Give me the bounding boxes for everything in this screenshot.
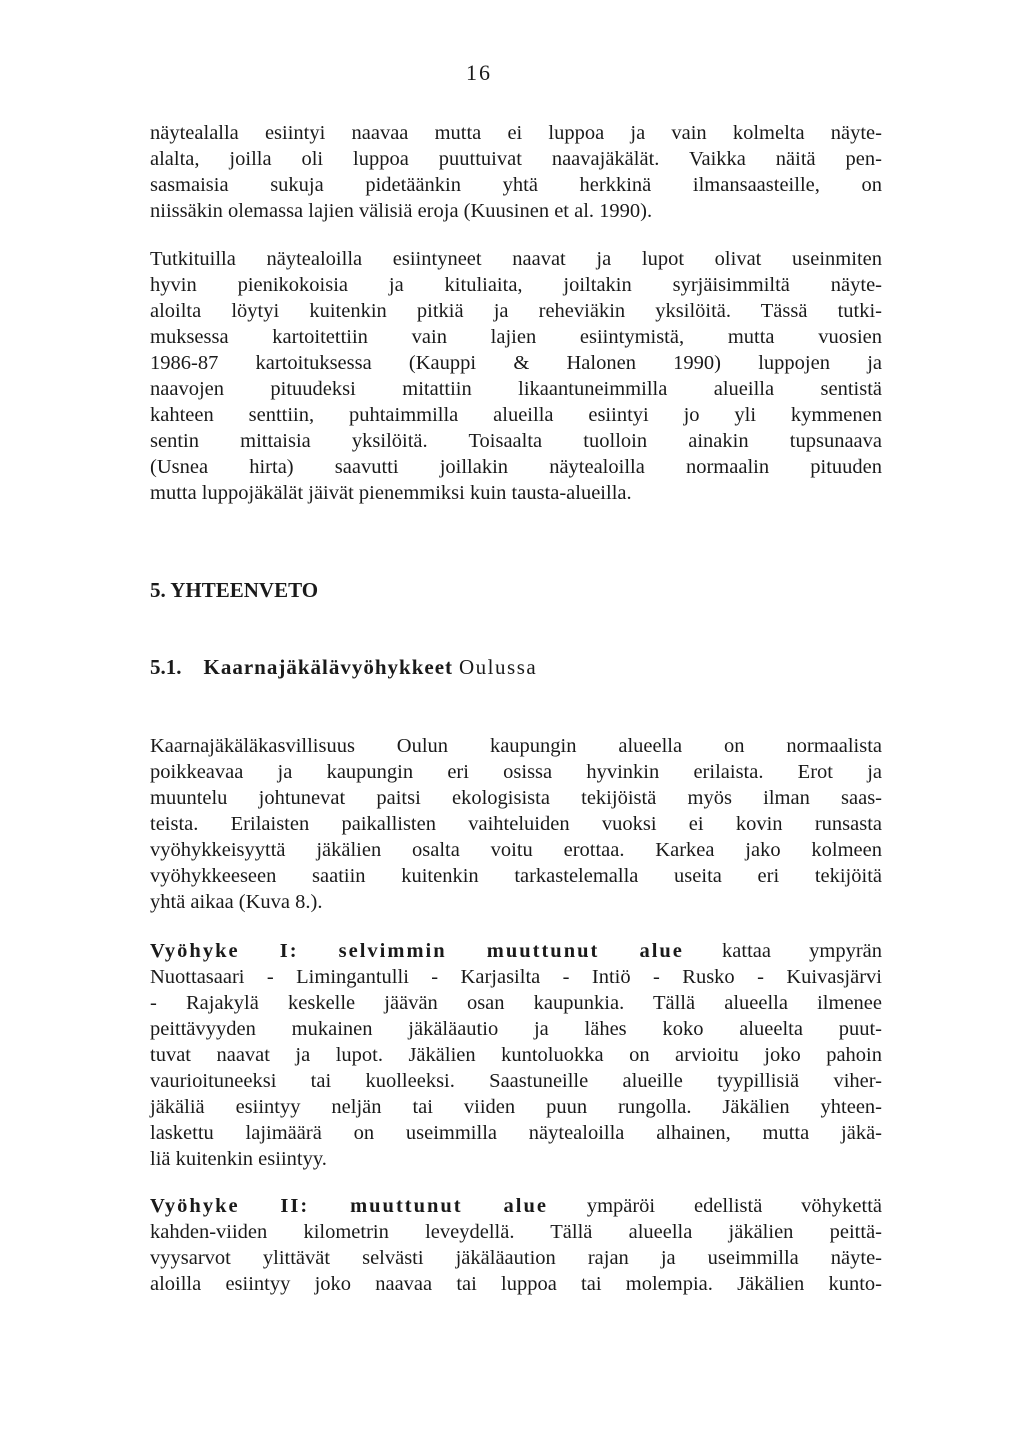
text-line: Kaarnajäkäläkasvillisuus Oulun kaupungin alueella on normaalista: [150, 735, 882, 757]
text-line: muksessa kartoitettiin vain lajien esiintymistä, mutta vuosien: [150, 326, 882, 348]
paragraph-zone-1: [150, 938, 882, 1172]
text-line: - Rajakylä keskelle jäävän osan kaupunkia. Tällä alueella ilmenee: [150, 992, 882, 1014]
paragraph-continuation: [150, 120, 882, 224]
text-line: muuntelu johtunevat paitsi ekologisista tekijöistä myös ilman saas-: [150, 787, 882, 809]
text-line: laskettu lajimäärä on useimmilla näytealoilla alhainen, mutta jäkä-: [150, 1122, 882, 1144]
text-line: yhtä aikaa (Kuva 8.).: [150, 891, 323, 913]
text-line: niissäkin olemassa lajien välisiä eroja (Kuusinen et al. 1990).: [150, 200, 653, 222]
text-line: sentin mittaisia yksilöitä. Toisaalta tuolloin ainakin tupsunaava: [150, 430, 882, 452]
zone-1-lead: Vyöhyke I: selvimmin muuttunut alue: [150, 940, 684, 962]
text-line: tuvat naavat ja lupot. Jäkälien kuntoluokka on arvioitu joko pahoin: [150, 1044, 882, 1066]
text-line: aloilla esiintyy joko naavaa tai luppoa tai molempia. Jäkälien kunto-: [150, 1273, 882, 1295]
text-line: poikkeavaa ja kaupungin eri osissa hyvinkin erilaista. Erot ja: [150, 761, 882, 783]
paragraph-summary: [150, 733, 882, 915]
paragraph-findings: [150, 246, 882, 506]
text-line: naavojen pituudeksi mitattiin likaantuneimmilla alueilla sentistä: [150, 378, 882, 400]
text-line: näytealalla esiintyi naavaa mutta ei luppoa ja vain kolmelta näyte-: [150, 122, 882, 144]
subsection-number: 5.1.: [150, 655, 182, 679]
text-line: hyvin pienikokoisia ja kituliaita, joiltakin syrjäisimmiltä näyte-: [150, 274, 882, 296]
section-heading: 5. YHTEENVETO: [150, 578, 319, 602]
text-line: [150, 938, 882, 964]
text-line: jäkäliä esiintyy neljän tai viiden puun rungolla. Jäkälien yhteen-: [150, 1096, 882, 1118]
text-line: vyöhykkeisyyttä jäkälien osalta voitu erottaa. Karkea jako kolmeen: [150, 839, 882, 861]
text-line: vyysarvot ylittävät selvästi jäkäläaution rajan ja useimmilla näyte-: [150, 1247, 882, 1269]
text-line: aloilta löytyi kuitenkin pitkiä ja reheviäkin yksilöitä. Tässä tutki-: [150, 300, 882, 322]
text-line: kahteen senttiin, puhtaimmilla alueilla esiintyi jo yli kymmenen: [150, 404, 882, 426]
subsection-title: Kaarnajäkälävyöhykkeet: [203, 655, 454, 679]
text-line: mutta luppojäkälät jäivät pienemmiksi kuin tausta-alueilla.: [150, 482, 632, 504]
zone-2-lead: Vyöhyke II: muuttunut alue: [150, 1195, 548, 1217]
text-line: 1986-87 kartoituksessa (Kauppi & Halonen 1990) luppojen ja: [150, 352, 882, 374]
text-line: alalta, joilla oli luppoa puuttuivat naavajäkälät. Vaikka näitä pen-: [150, 148, 882, 170]
text-line: Nuottasaari - Limingantulli - Karjasilta - Intiö - Rusko - Kuivasjärvi: [150, 966, 882, 988]
paragraph-zone-2: [150, 1193, 882, 1297]
subsection-title-rest: Oulussa: [459, 655, 538, 679]
text-line: peittävyyden mukainen jäkäläautio ja lähes koko alueelta puut-: [150, 1018, 882, 1040]
page-number: 16: [466, 60, 492, 85]
text-line: [150, 1193, 882, 1219]
zone-1-first-line-rest: kattaa ympyrän: [722, 940, 882, 962]
text-line: kahden-viiden kilometrin leveydellä. Tällä alueella jäkälien peittä-: [150, 1221, 882, 1243]
text-line: sasmaisia sukuja pidetäänkin yhtä herkkinä ilmansaasteille, on: [150, 174, 882, 196]
text-line: vyöhykkeeseen saatiin kuitenkin tarkastelemalla useita eri tekijöitä: [150, 865, 882, 887]
text-line: Tutkituilla näytealoilla esiintyneet naavat ja lupot olivat useinmiten: [150, 248, 882, 270]
subsection-heading: [150, 655, 537, 680]
text-line: liä kuitenkin esiintyy.: [150, 1148, 327, 1170]
zone-2-first-line-rest: ympäröi edellistä vöhykettä: [586, 1195, 882, 1217]
text-line: (Usnea hirta) saavutti joillakin näytealoilla normaalin pituuden: [150, 456, 882, 478]
text-line: vaurioituneeksi tai kuolleeksi. Saastuneille alueille tyypillisiä viher-: [150, 1070, 882, 1092]
text-line: teista. Erilaisten paikallisten vaihteluiden vuoksi ei kovin runsasta: [150, 813, 882, 835]
